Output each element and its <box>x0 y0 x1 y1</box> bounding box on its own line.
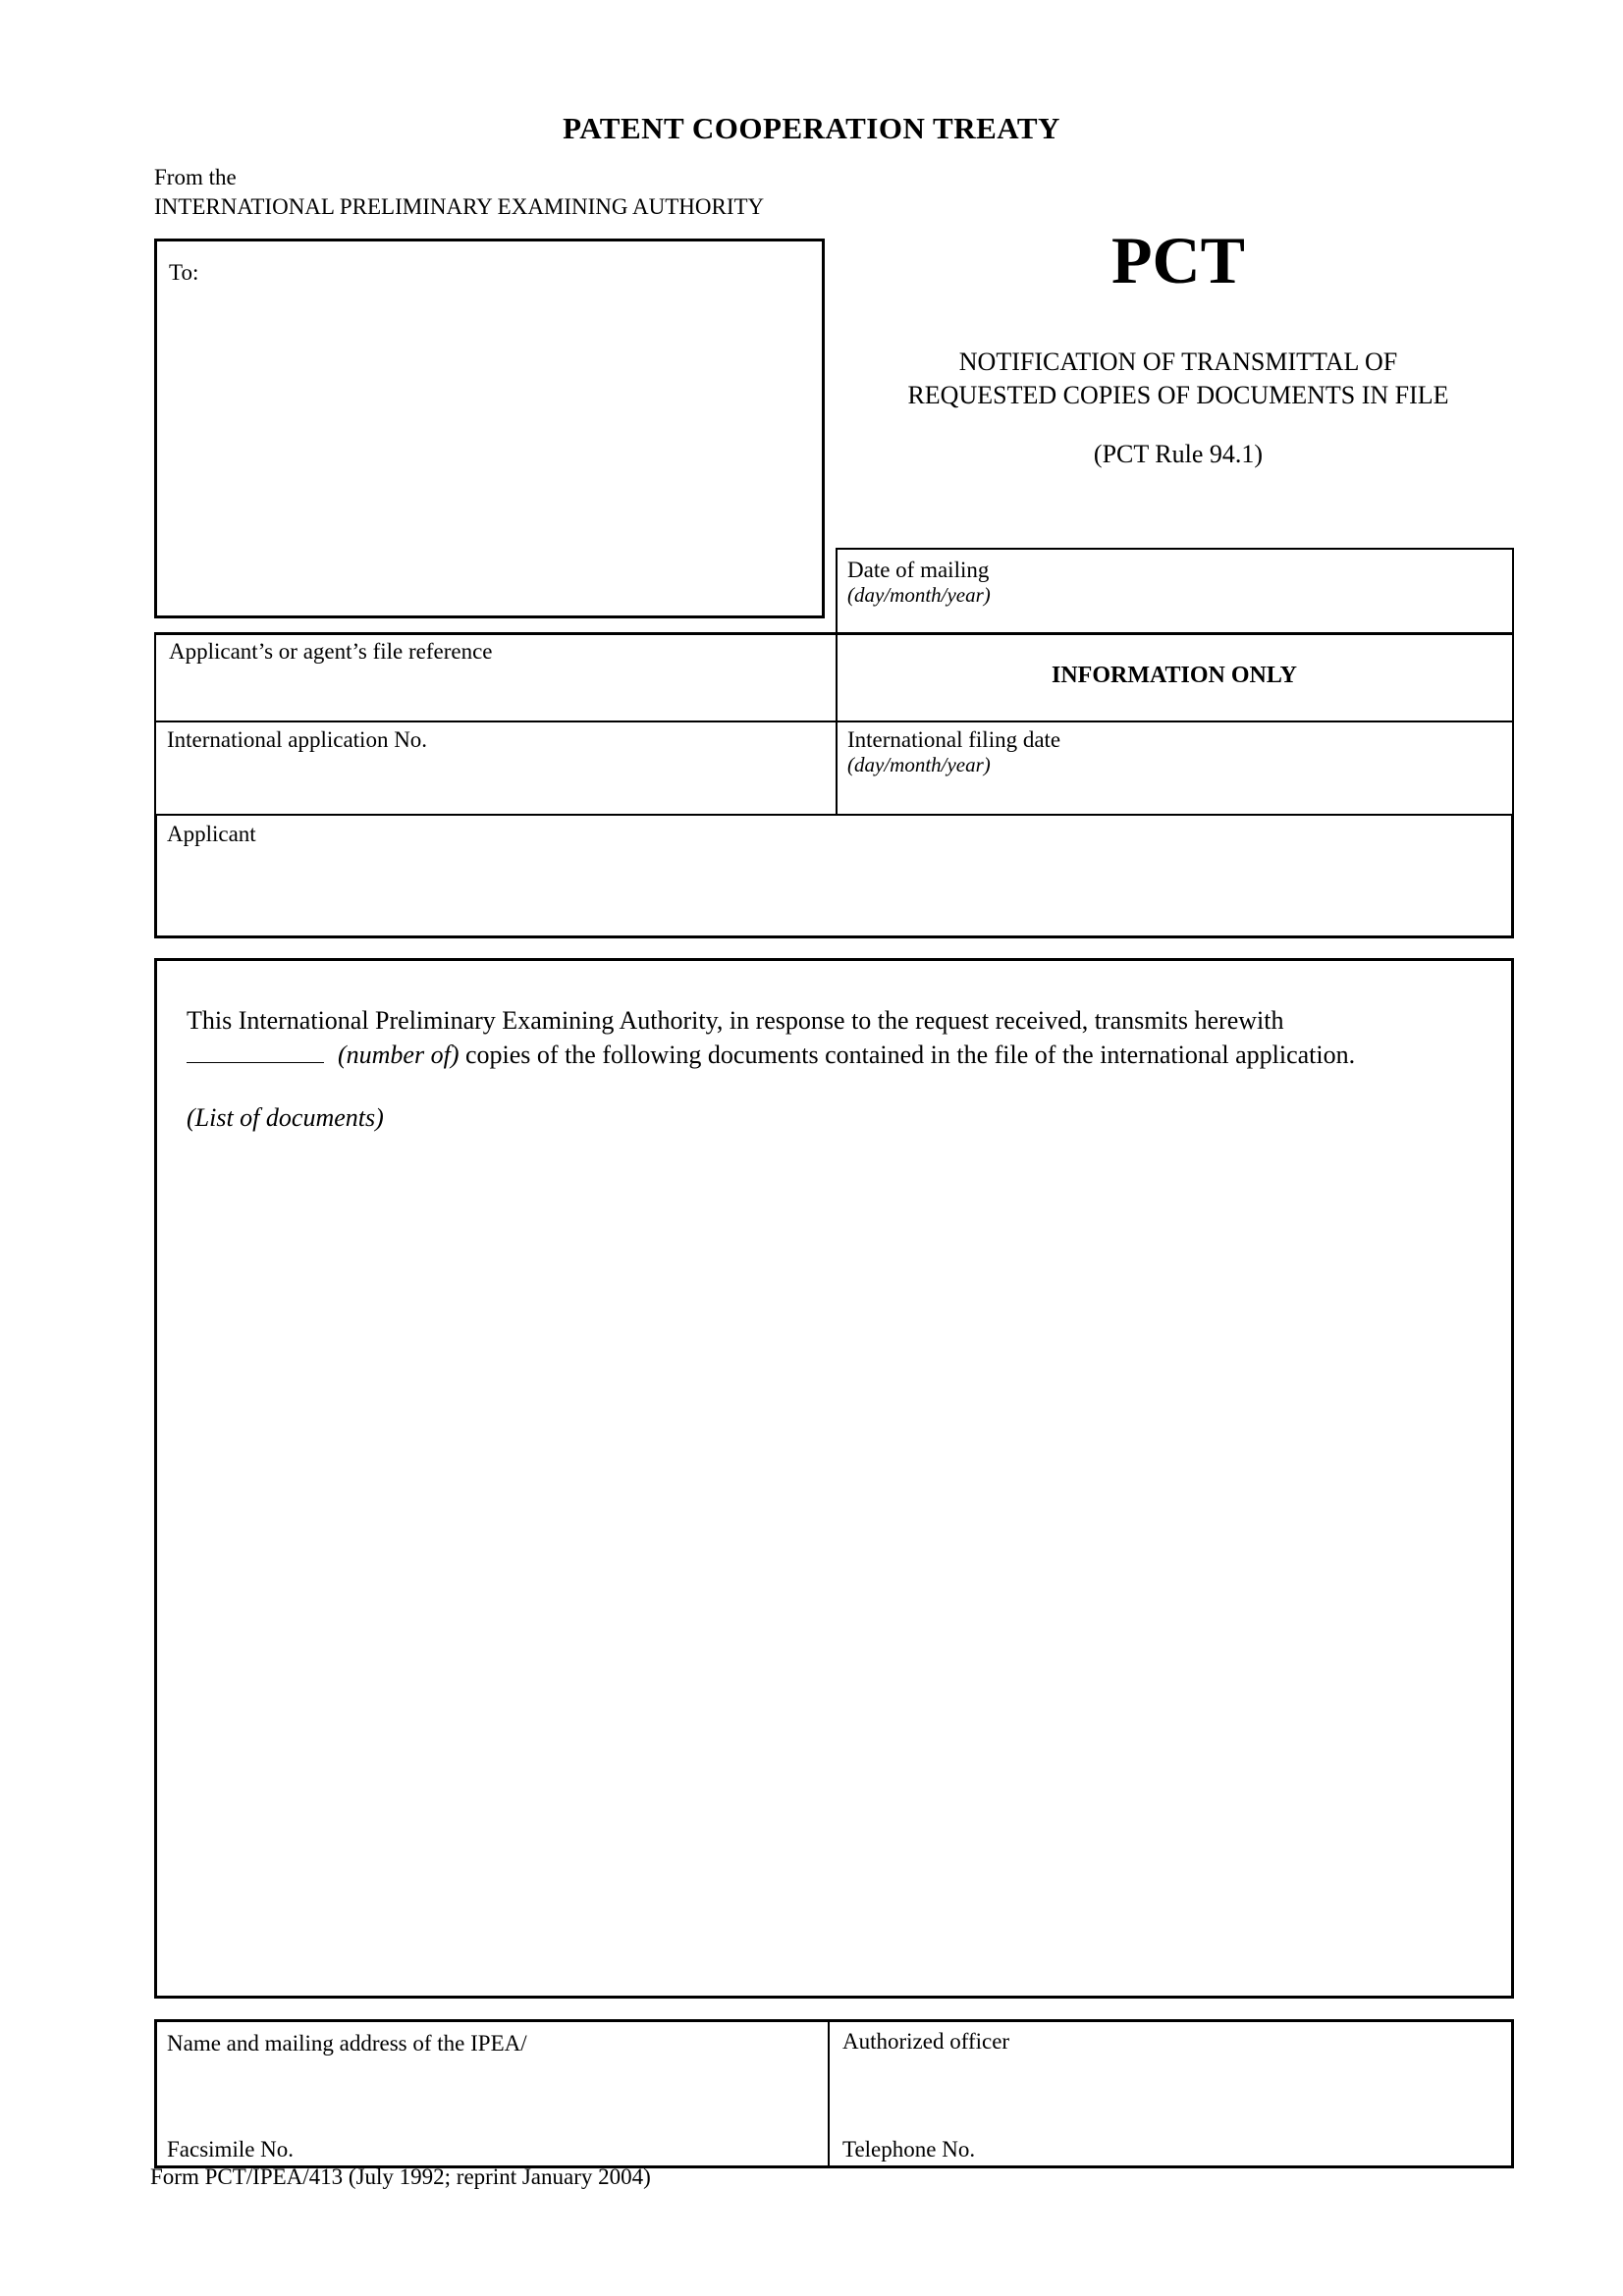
facsimile-label[interactable]: Facsimile No. <box>167 2137 295 2162</box>
notification-title <box>844 346 1512 412</box>
file-reference-label[interactable]: Applicant’s or agent’s file reference <box>169 639 493 664</box>
list-of-documents: (List of documents) <box>187 1103 384 1132</box>
filing-date-format: (day/month/year) <box>847 753 991 776</box>
applicant-box[interactable] <box>154 814 1514 938</box>
date-of-mailing-label: Date of mailing <box>847 558 990 582</box>
date-of-mailing-format: (day/month/year) <box>847 583 991 607</box>
grid-column-divider <box>836 632 838 816</box>
rule-reference: (PCT Rule 94.1) <box>1093 440 1264 468</box>
ipea-address-label[interactable]: Name and mailing address of the IPEA/ <box>167 2031 527 2056</box>
notification-title-line2: REQUESTED COPIES OF DOCUMENTS IN FILE <box>907 381 1449 409</box>
authorized-officer-label[interactable]: Authorized officer <box>842 2029 1010 2054</box>
statement-part1: This International Preliminary Examining Authority, in response to the request received, transmits herewith <box>187 1006 1284 1035</box>
notification-title-line1: NOTIFICATION OF TRANSMITTAL OF <box>958 347 1398 376</box>
number-of-label: (number of) <box>338 1041 460 1069</box>
telephone-label[interactable]: Telephone No. <box>842 2137 976 2162</box>
from-authority: INTERNATIONAL PRELIMINARY EXAMINING AUTHORITY <box>154 194 765 219</box>
filing-date-label[interactable]: International filing date <box>847 727 1061 752</box>
to-label: To: <box>169 260 199 285</box>
applicant-label: Applicant <box>167 822 256 846</box>
information-only-label: INFORMATION ONLY <box>1051 663 1298 688</box>
from-line: From the <box>154 165 237 189</box>
transmittal-statement <box>187 1003 1489 1072</box>
statement-part2: copies of the following documents contained in the file of the international application. <box>464 1041 1356 1069</box>
treaty-title: PATENT COOPERATION TREATY <box>563 111 1060 145</box>
pct-logo: PCT <box>1111 223 1245 297</box>
form-identifier: Form PCT/IPEA/413 (July 1992; reprint January 2004) <box>150 2164 651 2189</box>
number-of-copies-blank[interactable] <box>187 1039 324 1063</box>
application-no-label[interactable]: International application No. <box>167 727 428 752</box>
grid-row-divider <box>154 721 1514 722</box>
footer-column-divider <box>828 2019 830 2168</box>
to-address-box[interactable] <box>154 239 825 618</box>
